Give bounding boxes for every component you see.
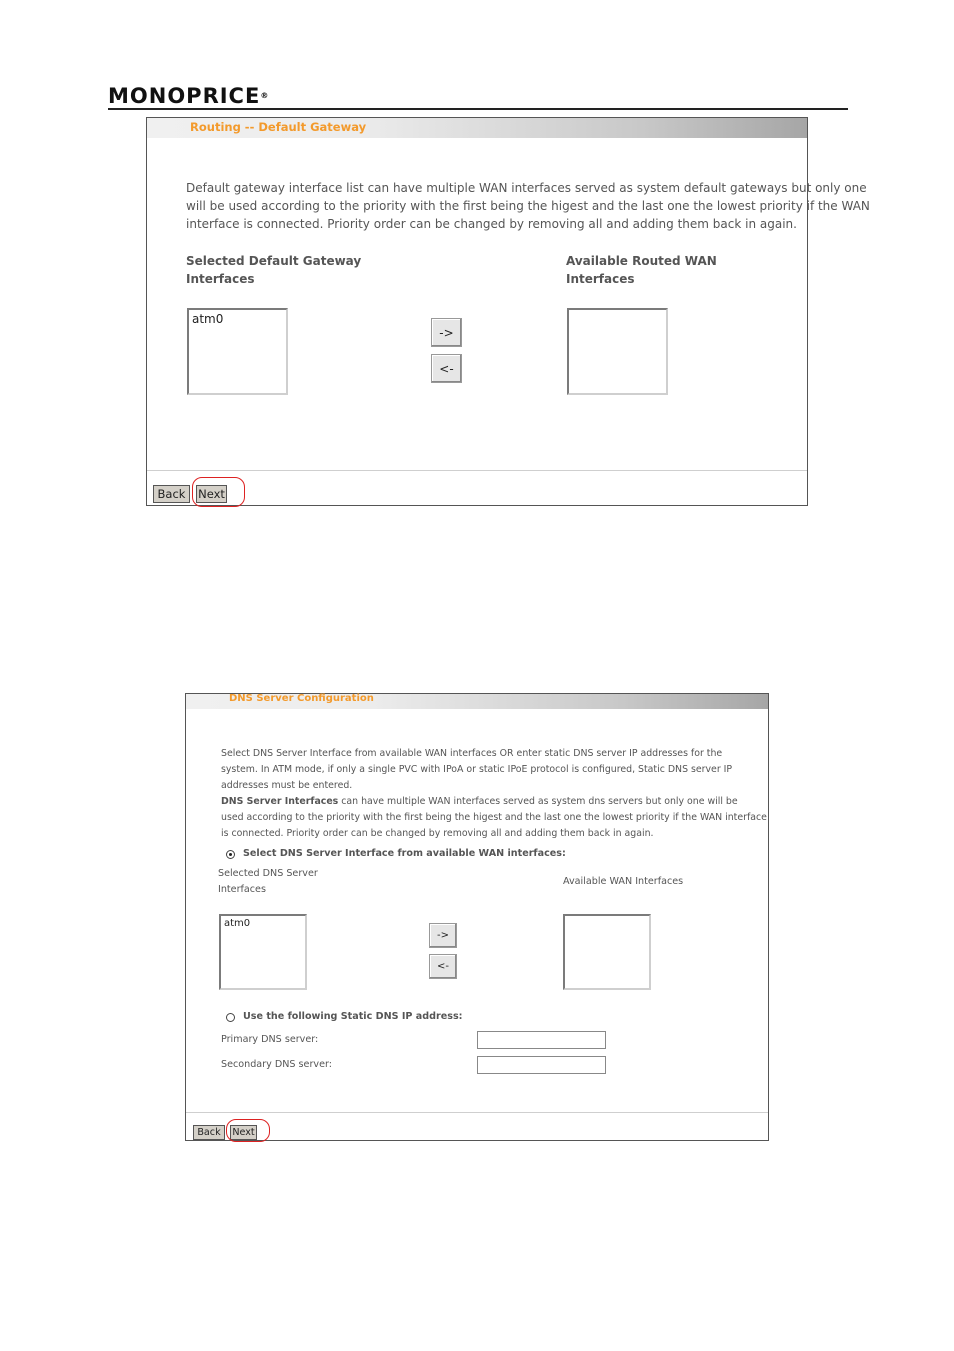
back-button[interactable]: Back [193, 1125, 225, 1140]
selected-gateway-label-1: Selected Default Gateway [186, 254, 362, 268]
dns-description-line-1: Select DNS Server Interface from available WAN interfaces OR enter static DNS server IP addresses for the [221, 748, 723, 759]
dns-description-line-3: addresses must be entered. [221, 780, 353, 791]
available-wan-label: Available WAN Interfaces [563, 876, 684, 887]
next-button[interactable]: Next [196, 485, 227, 503]
page-title: Routing -- Default Gateway [190, 120, 367, 134]
dns-description-line-2: system. In ATM mode, if only a single PVC with IPoA or static IPoE protocol is configured, Static DNS server IP [221, 764, 733, 775]
static-dns-option-label: Use the following Static DNS IP address: [243, 1011, 463, 1022]
description-line-3: interface is connected. Priority order can be changed by removing all and adding them back in again. [186, 217, 797, 231]
logo-registered-mark: ® [260, 91, 270, 100]
available-wan-listbox[interactable] [563, 914, 651, 990]
selected-dns-listbox[interactable] [219, 914, 307, 990]
default-gateway-panel [146, 117, 870, 506]
remove-dns-interface-button[interactable]: <- [429, 954, 457, 979]
secondary-dns-label: Secondary DNS server: [221, 1059, 332, 1070]
selected-gateway-label-2: Interfaces [186, 272, 255, 286]
dns-interfaces-rest: can have multiple WAN interfaces served as system dns servers but only one will be [338, 796, 738, 807]
available-wan-listbox[interactable] [567, 308, 668, 395]
listbox-option[interactable]: atm0 [224, 918, 251, 929]
primary-dns-input[interactable] [477, 1031, 606, 1049]
selected-gateway-listbox[interactable] [187, 308, 288, 395]
dns-config-panel [185, 693, 769, 1141]
footer-separator [147, 470, 807, 471]
dns-interfaces-line-1 [221, 796, 738, 807]
logo-text: MONOPRICE [108, 84, 261, 108]
footer-separator [186, 1112, 768, 1113]
page-title: DNS Server Configuration [229, 693, 374, 704]
description-line-1: Default gateway interface list can have multiple WAN interfaces served as system default gateways but only one [186, 181, 867, 195]
next-button[interactable]: Next [230, 1125, 257, 1140]
back-button[interactable]: Back [153, 485, 190, 503]
select-interface-radio[interactable] [226, 850, 235, 859]
selected-dns-label-2: Interfaces [218, 884, 266, 895]
primary-dns-label: Primary DNS server: [221, 1034, 319, 1045]
available-wan-label-1: Available Routed WAN [566, 254, 717, 268]
next-highlight-circle [192, 477, 245, 507]
header-rule [108, 108, 848, 110]
dns-interfaces-bold: DNS Server Interfaces [221, 796, 339, 807]
select-interface-option-label: Select DNS Server Interface from available WAN interfaces: [243, 848, 566, 859]
remove-interface-button[interactable]: <- [431, 354, 462, 383]
listbox-option[interactable]: atm0 [192, 312, 224, 326]
next-highlight-circle [226, 1119, 270, 1142]
dns-interfaces-line-3: is connected. Priority order can be changed by removing all and adding them back in again. [221, 828, 654, 839]
selected-dns-label-1: Selected DNS Server [218, 868, 318, 879]
monoprice-logo [108, 84, 269, 108]
static-dns-radio[interactable] [226, 1013, 235, 1022]
available-wan-label-2: Interfaces [566, 272, 635, 286]
add-interface-button[interactable]: -> [431, 318, 462, 347]
dns-interfaces-line-2: used according to the priority with the first being the higest and the last one the lowest priority if the WAN interface [221, 812, 767, 823]
description-line-2: will be used according to the priority with the first being the higest and the last one the lowest priority if the WAN [186, 199, 870, 213]
secondary-dns-input[interactable] [477, 1056, 606, 1074]
add-dns-interface-button[interactable]: -> [429, 923, 457, 948]
